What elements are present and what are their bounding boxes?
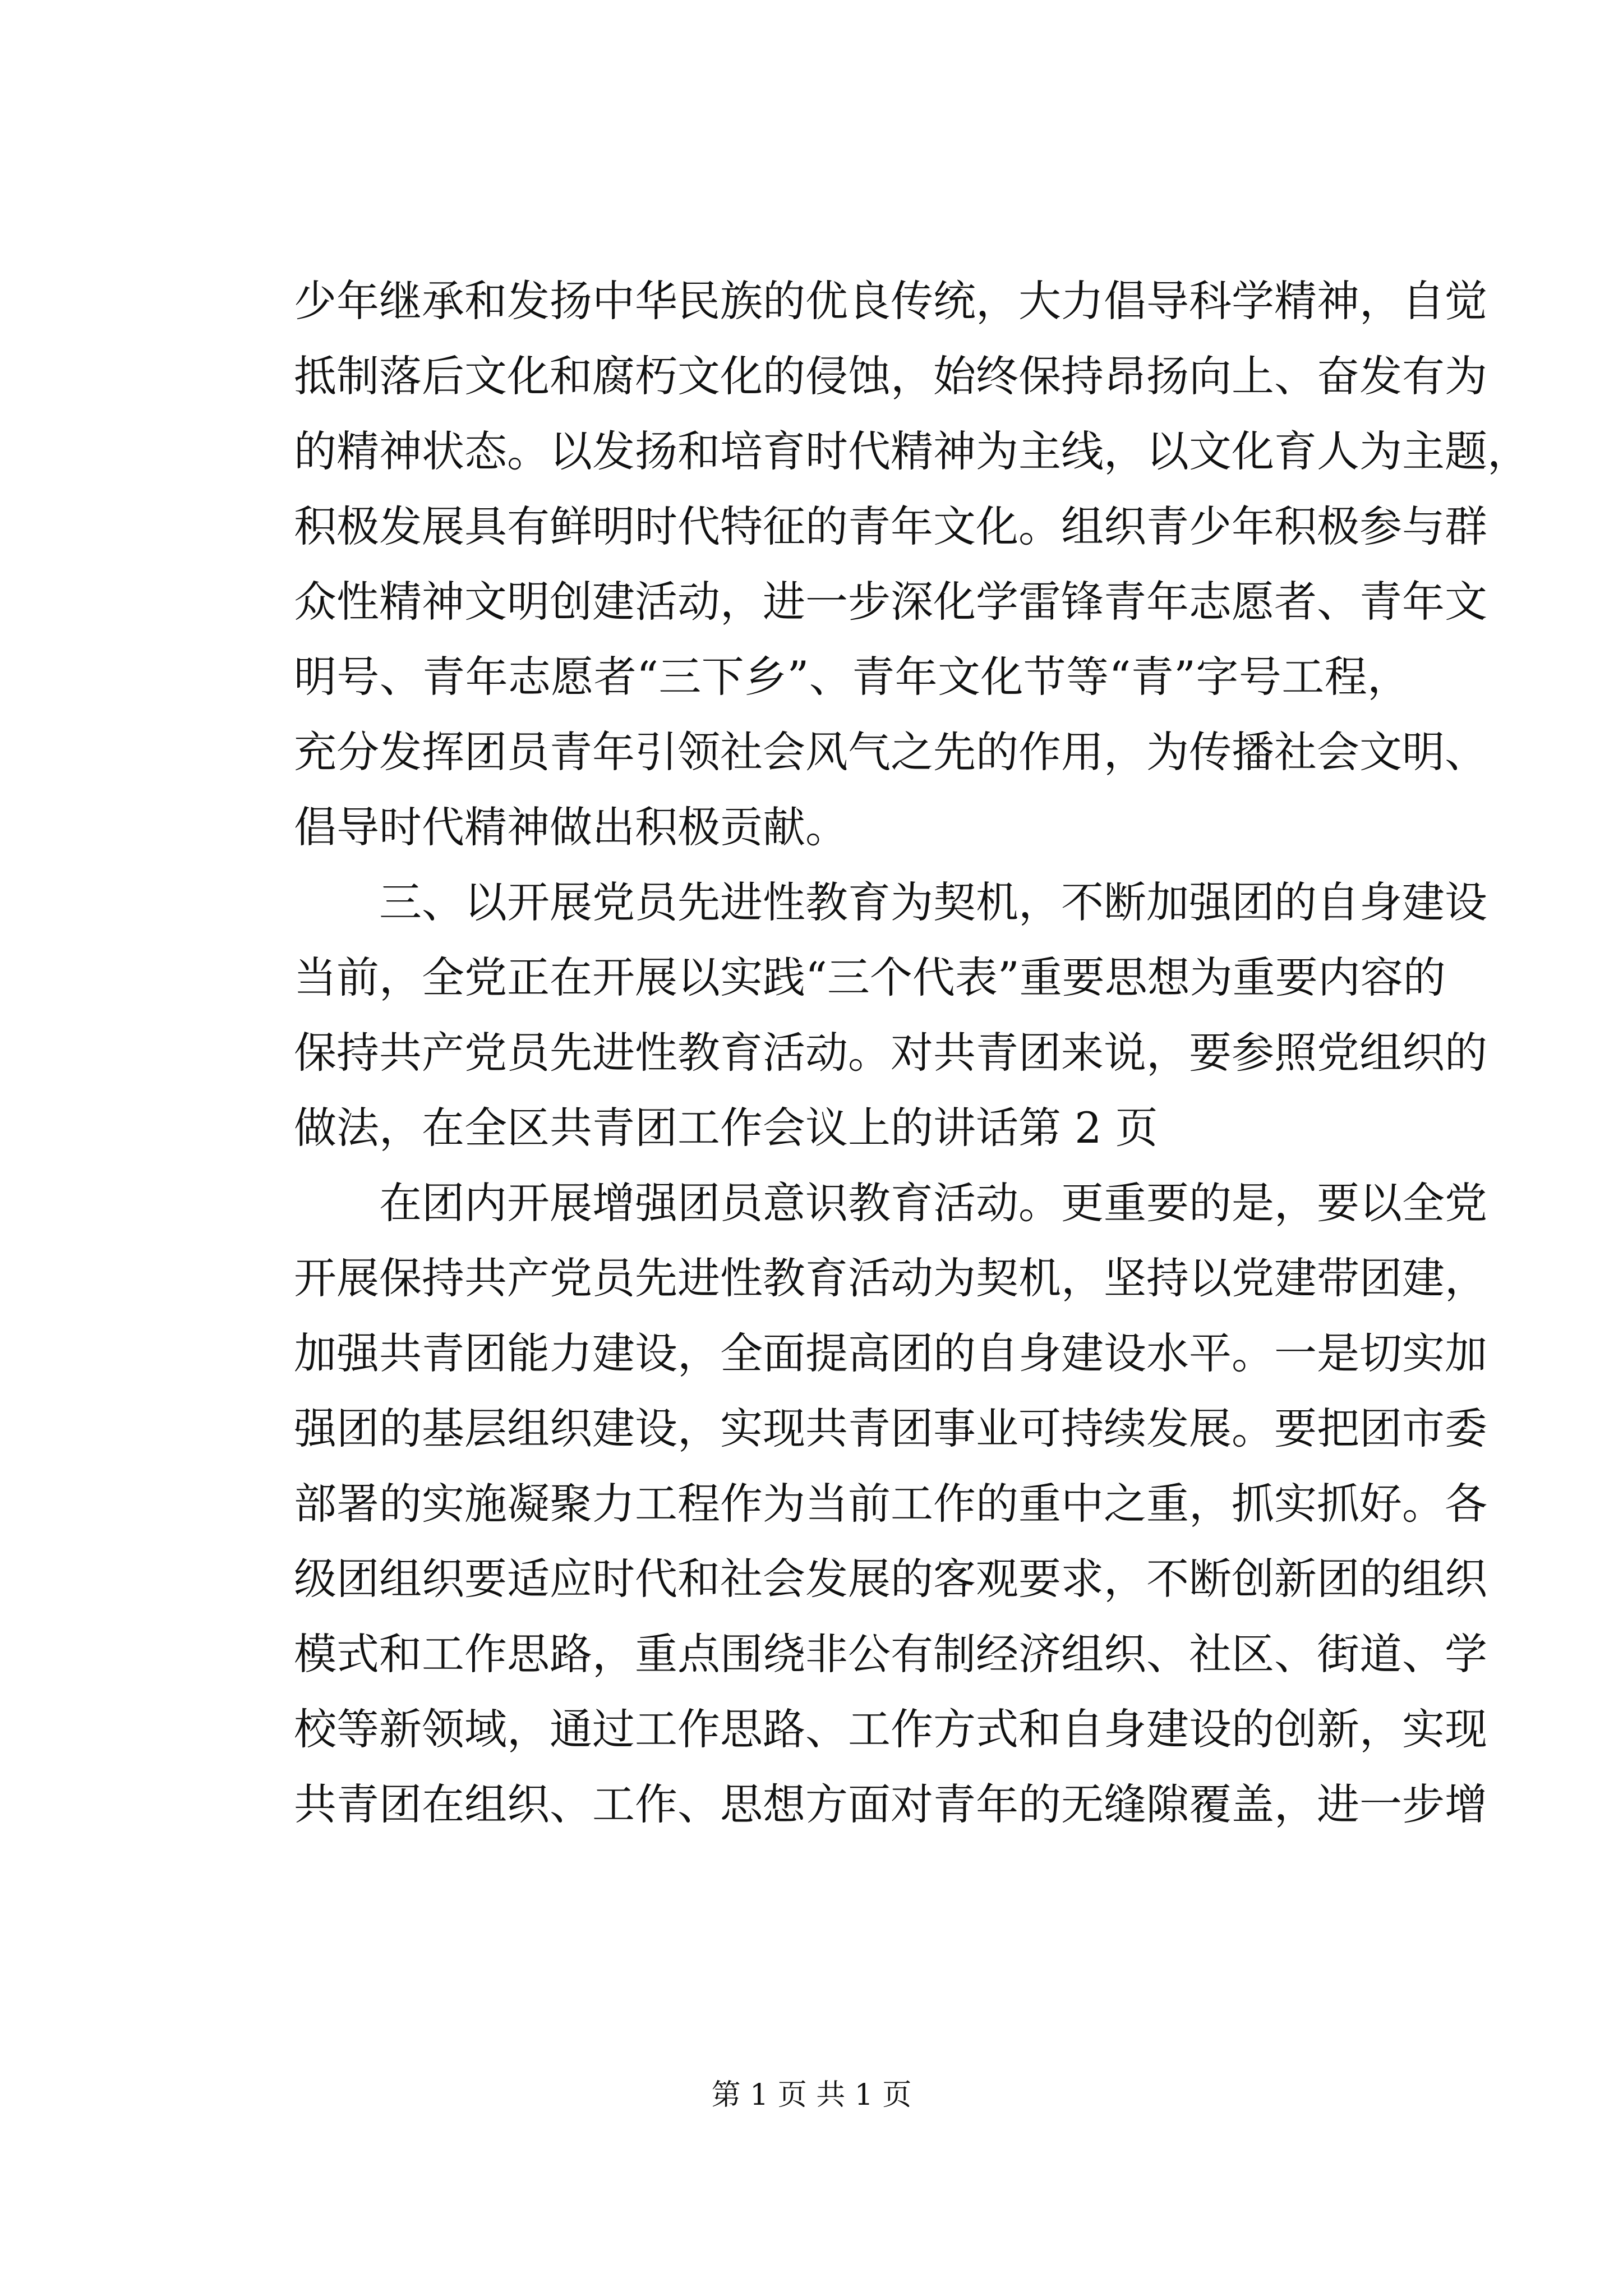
text-line: 倡导时代精神做出积极贡献。	[294, 802, 848, 852]
text-line: 模式和工作思路，重点围绕非公有制经济组织、社区、街道、学	[294, 1629, 1487, 1679]
text-line: 抵制落后文化和腐朽文化的侵蚀，始终保持昂扬向上、奋发有为	[294, 351, 1487, 401]
text-line: 的精神状态。以发扬和培育时代精神为主线，以文化育人为主题，	[294, 426, 1530, 476]
text-line: 校等新领域，通过工作思路、工作方式和自身建设的创新，实现	[294, 1704, 1487, 1754]
text-line: 积极发展具有鲜明时代特征的青年文化。组织青少年积极参与群	[294, 501, 1487, 551]
text-line: 强团的基层组织建设，实现共青团事业可持续发展。要把团市委	[294, 1404, 1487, 1453]
text-line: 在团内开展增强团员意识教育活动。更重要的是，要以全党	[379, 1178, 1487, 1228]
text-line: 众性精神文明创建活动，进一步深化学雷锋青年志愿者、青年文	[294, 577, 1487, 627]
text-line: 保持共产党员先进性教育活动。对共青团来说，要参照党组织的	[294, 1028, 1487, 1078]
page-footer: 第 1 页 共 1 页	[711, 2078, 912, 2112]
text-line: 开展保持共产党员先进性教育活动为契机，坚持以党建带团建，	[294, 1253, 1487, 1303]
paragraph	[294, 865, 1487, 1166]
text-line: 加强共青团能力建设，全面提高团的自身建设水平。一是切实加	[294, 1328, 1487, 1378]
section-heading-line: 三、以开展党员先进性教育为契机，不断加强团的自身建设	[379, 877, 1487, 927]
text-line: 做法，在全区共青团工作会议上的讲话第 2 页	[294, 1103, 1158, 1153]
text-line: 级团组织要适应时代和社会发展的客观要求，不断创新团的组织	[294, 1554, 1487, 1604]
text-line: 当前，全党正在开展以实践“三个代表”重要思想为重要内容的	[294, 953, 1446, 1002]
text-line: 部署的实施凝聚力工程作为当前工作的重中之重，抓实抓好。各	[294, 1479, 1487, 1529]
paragraph	[294, 1166, 1487, 1842]
text-line: 少年继承和发扬中华民族的优良传统，大力倡导科学精神，自觉	[294, 276, 1487, 326]
text-line: 明号、青年志愿者“三下乡”、青年文化节等“青”字号工程，	[294, 652, 1410, 702]
paragraph	[294, 264, 1530, 865]
text-line: 共青团在组织、工作、思想方面对青年的无缝隙覆盖，进一步增	[294, 1779, 1487, 1829]
text-line: 充分发挥团员青年引领社会风气之先的作用，为传播社会文明、	[294, 727, 1487, 777]
document-body	[294, 264, 1530, 1842]
